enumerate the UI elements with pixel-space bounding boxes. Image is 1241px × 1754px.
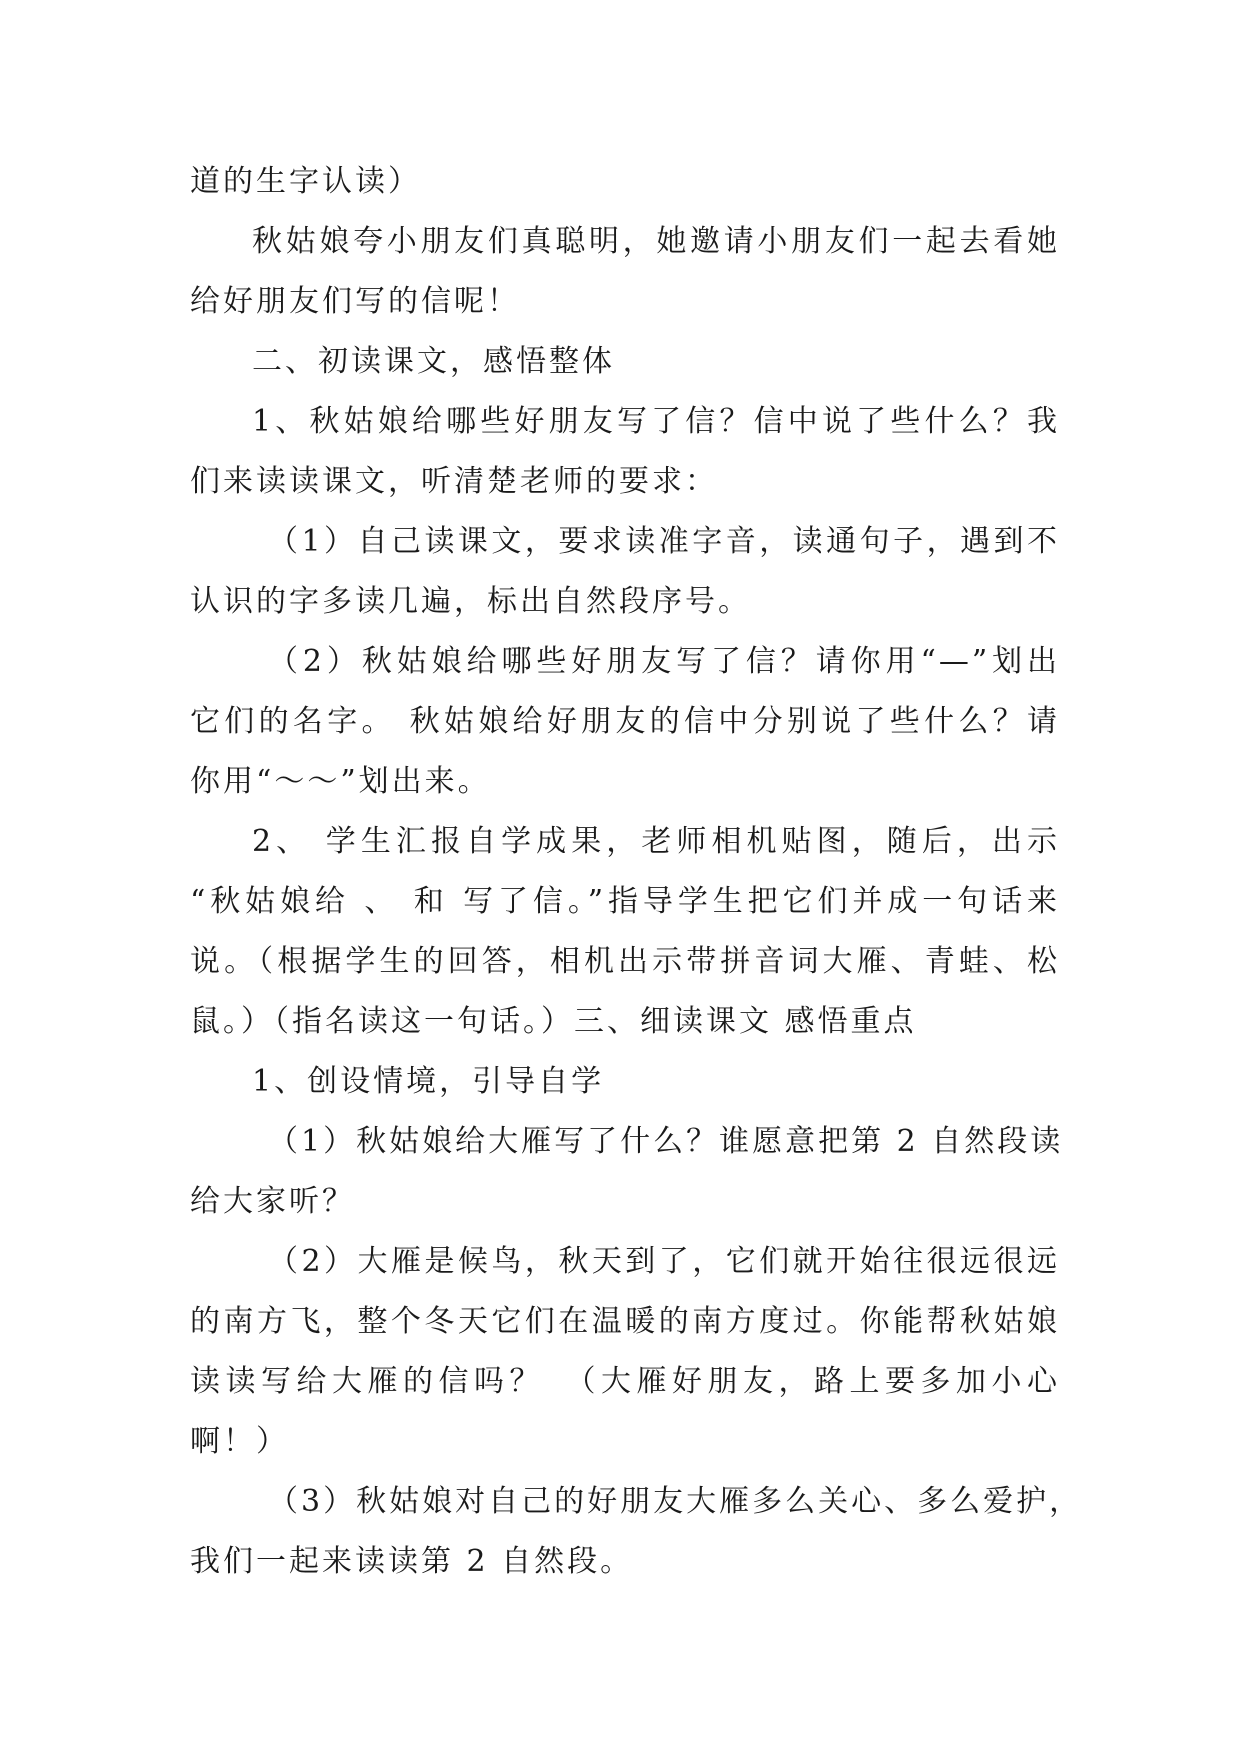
text-line: （1）秋姑娘给大雁写了什么？谁愿意把第 2 自然段读 (268, 1124, 1064, 1159)
text-line: （3）秋姑娘对自己的好朋友大雁多么关心、多么爱护， (268, 1484, 1083, 1519)
text-line: 读读写给大雁的信吗？ （大雁好朋友，路上要多加小心 (190, 1364, 1060, 1399)
text-line: 鼠。）（指名读这一句话。）三、细读课文 感悟重点 (190, 1004, 917, 1039)
text-line: 秋姑娘夸小朋友们真聪明，她邀请小朋友们一起去看她 (252, 224, 1060, 259)
text-line: （2）大雁是候鸟，秋天到了，它们就开始往很远很远 (268, 1244, 1060, 1279)
text-line: 道的生字认读） (190, 164, 421, 199)
text-line: 给大家听？ (190, 1184, 355, 1219)
text-line: 啊！） (190, 1424, 289, 1459)
text-line: 它们的名字。 秋姑娘给好朋友的信中分别说了些什么？请 (190, 704, 1060, 739)
text-line: 你用“～～”划出来。 (190, 764, 491, 799)
text-line: （1）自己读课文，要求读准字音，读通句子，遇到不 (268, 524, 1060, 559)
text-line: 1、创设情境，引导自学 (252, 1064, 605, 1099)
text-line: 2、 学生汇报自学成果，老师相机贴图，随后，出示 (252, 824, 1060, 859)
section-heading: 二、初读课文，感悟整体 (252, 344, 615, 379)
text-line: “秋姑娘给 、 和 写了信。”指导学生把它们并成一句话来 (190, 884, 1060, 919)
text-line: 给好朋友们写的信呢！ (190, 284, 520, 319)
text-line: 的南方飞，整个冬天它们在温暖的南方度过。你能帮秋姑娘 (190, 1304, 1060, 1339)
text-line: （2）秋姑娘给哪些好朋友写了信？请你用“—”划出 (268, 644, 1060, 679)
text-line: 1、秋姑娘给哪些好朋友写了信？信中说了些什么？我 (252, 404, 1060, 439)
text-line: 们来读读课文，听清楚老师的要求： (190, 464, 718, 499)
text-line: 我们一起来读读第 2 自然段。 (190, 1544, 634, 1579)
text-line: 说。（根据学生的回答，相机出示带拼音词大雁、青蛙、松 (190, 944, 1060, 979)
text-line: 认识的字多读几遍，标出自然段序号。 (190, 584, 751, 619)
